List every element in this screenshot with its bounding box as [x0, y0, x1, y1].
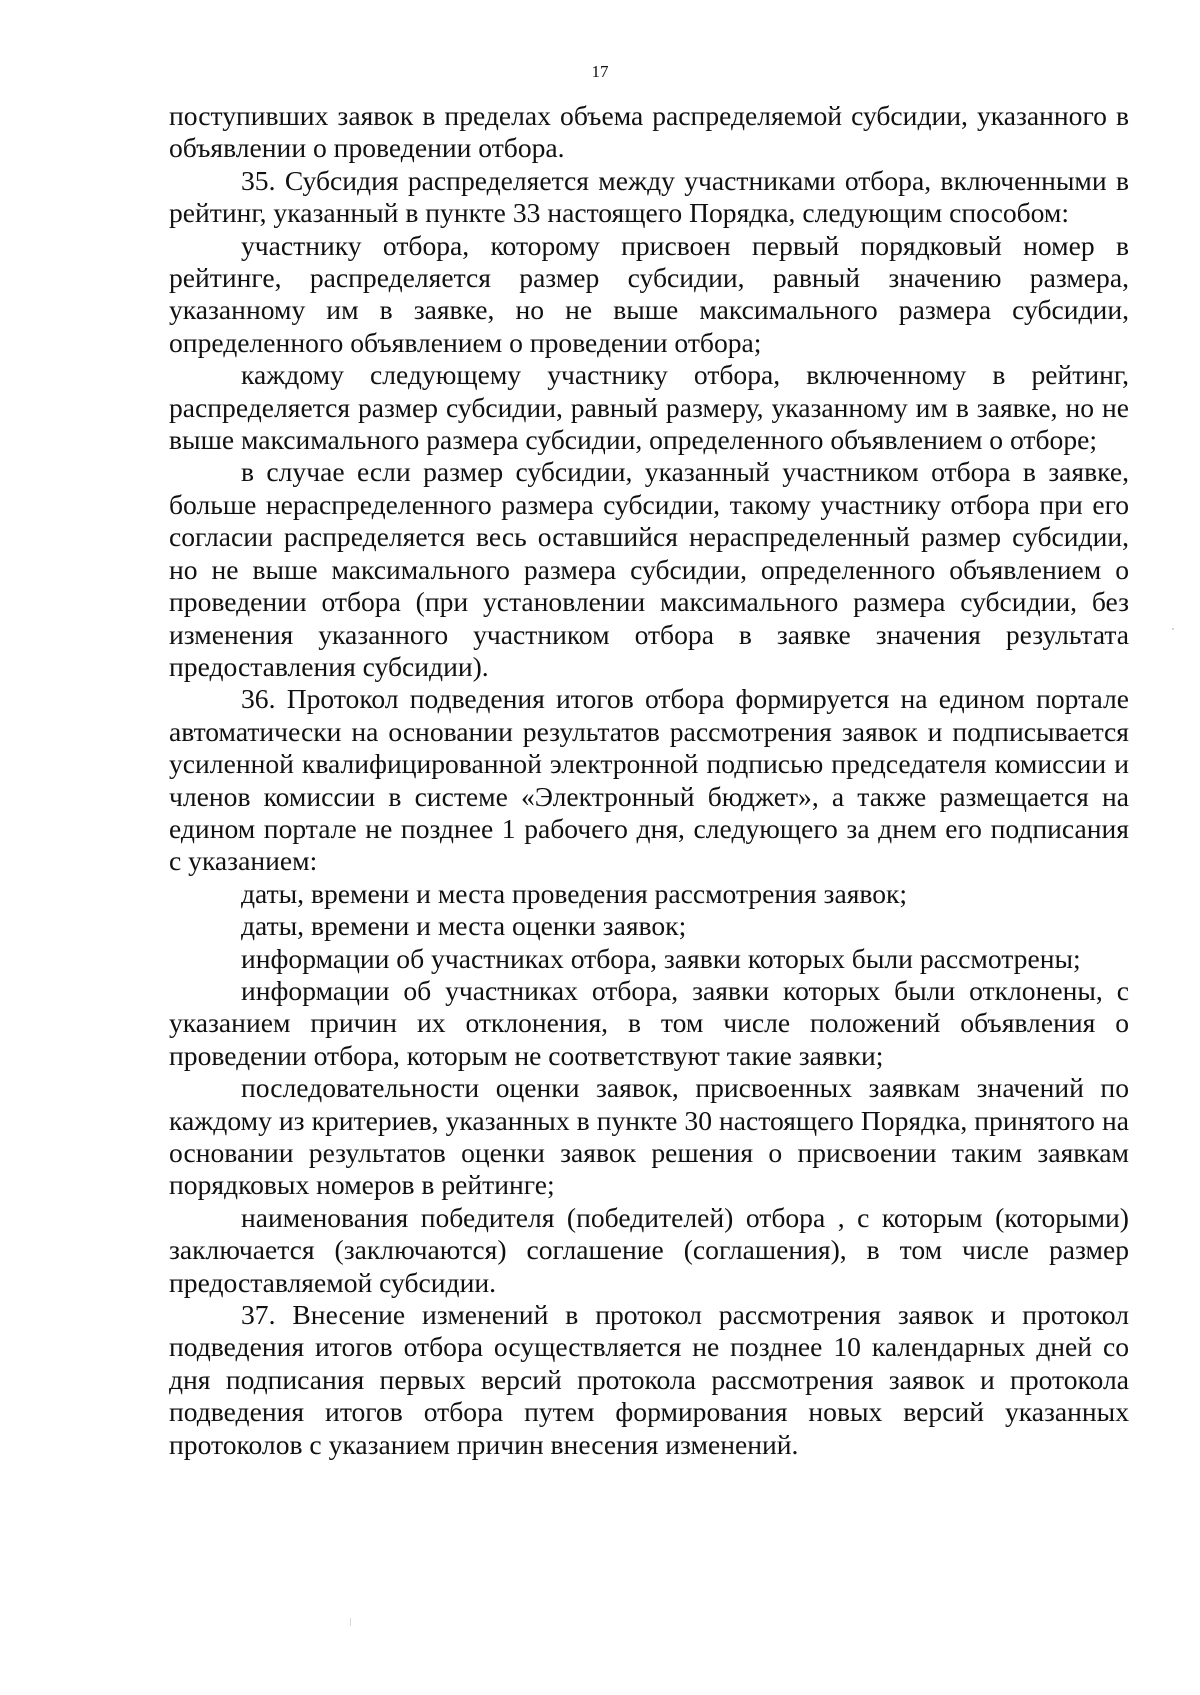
paragraph-clause-35: 35. Субсидия распределяется между участниками отбора, включенными в рейтинг, указанный в пункте 33 настоящего Порядка, следующим способом:: [169, 164, 1129, 229]
list-item-evaluation-sequence: последовательности оценки заявок, присвоенных заявкам значений по каждому из критериев, указанных в пункте 30 настоящего Порядка, принятого на основании результатов оценки заявок решения о присвоении таким заявкам порядковых номеров в рейтинге;: [169, 1072, 1129, 1201]
paragraph-clause-36: 36. Протокол подведения итогов отбора формируется на едином портале автоматически на основании результатов рассмотрения заявок и подписывается усиленной квалифицированной электронной подписью председателя комиссии и членов комиссии в системе «Электронный бюджет», а также размещается на едином портале не позднее 1 рабочего дня, следующего за днем его подписания с указанием:: [169, 683, 1129, 877]
page-number: 17: [591, 62, 609, 81]
paragraph-first-participant: участнику отбора, которому присвоен первый порядковый номер в рейтинге, распределяется размер субсидии, равный значению размера, указанному им в заявке, но не выше максимального размера субсидии, определенного объявлением о проведении отбора;: [169, 229, 1129, 358]
list-item-winners: наименования победителя (победителей) отбора , с которым (которыми) заключается (заключаются) соглашение (соглашения), в том числе размер предоставляемой субсидии.: [169, 1201, 1129, 1298]
paragraph-continuation: поступивших заявок в пределах объема распределяемой субсидии, указанного в объявлении о проведении отбора.: [169, 100, 1129, 164]
list-item-rejected-participants: информации об участниках отбора, заявки которых были отклонены, с указанием причин их отклонения, в том числе положений объявления о проведении отбора, которым не соответствуют такие заявки;: [169, 974, 1129, 1071]
list-item-reviewed-participants: информации об участниках отбора, заявки которых были рассмотрены;: [241, 942, 1081, 974]
paragraph-clause-37: 37. Внесение изменений в протокол рассмотрения заявок и протокол подведения итогов отбора осуществляется не позднее 10 календарных дней со дня подписания первых версий протокола рассмотрения заявок и протокола подведения итогов отбора путем формирования новых версий указанных протоколов с указанием причин внесения изменений.: [169, 1299, 1129, 1460]
scan-artifact: [1172, 628, 1174, 630]
list-item-review-date: даты, времени и места проведения рассмотрения заявок;: [241, 877, 908, 909]
document-body: [169, 100, 1129, 1461]
scan-artifact: [350, 1618, 351, 1626]
paragraph-remaining-subsidy: в случае если размер субсидии, указанный участником отбора в заявке, больше нераспределенного размера субсидии, такому участнику отбора при его согласии распределяется весь оставшийся нераспределенный размер субсидии, но не выше максимального размера субсидии, определенного объявлением о проведении отбора (при установлении максимального размера субсидии, без изменения указанного участником отбора в заявке значения результата предоставления субсидии).: [169, 456, 1129, 682]
paragraph-next-participant: каждому следующему участнику отбора, включенному в рейтинг, распределяется размер субсидии, равный размеру, указанному им в заявке, но не выше максимального размера субсидии, определенного объявлением о отборе;: [169, 359, 1129, 456]
list-item-evaluation-date: даты, времени и места оценки заявок;: [241, 910, 687, 942]
